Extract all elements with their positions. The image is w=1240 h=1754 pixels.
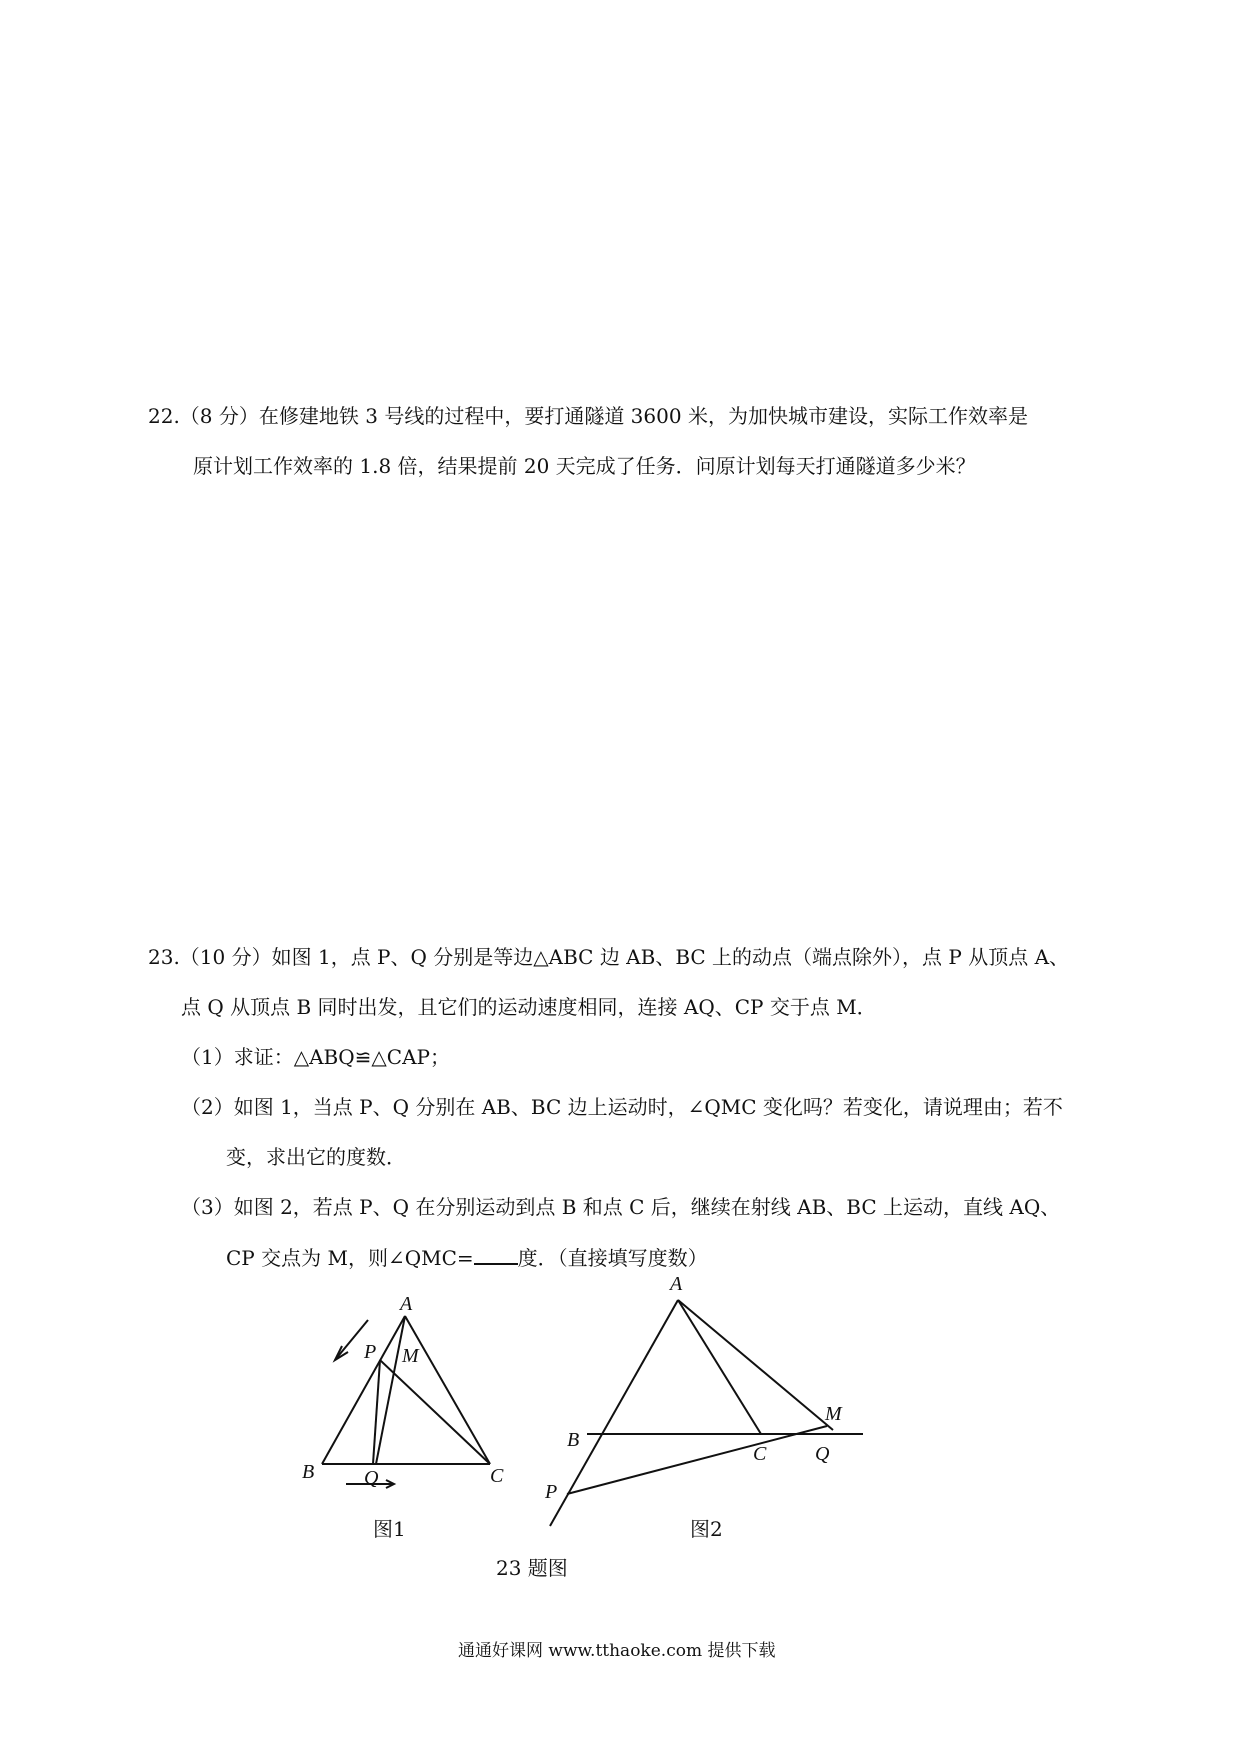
fig2-line-cp: [567, 1426, 827, 1494]
fig1-label-p: P: [364, 1341, 377, 1363]
fig1-side-ac: [405, 1316, 490, 1464]
q23-line2: 点 Q 从顶点 B 同时出发，且它们的运动速度相同，连接 AQ、CP 交于点 M．: [181, 995, 877, 1019]
fig2-label-c: C: [753, 1443, 767, 1465]
q23-line1: 23.（10 分）如图 1，点 P、Q 分别是等边△ABC 边 AB、BC 上的动点（端点除外），点 P 从顶点 A、: [148, 945, 1070, 969]
page-footer: 通通好课网 www.tthaoke.com 提供下载: [458, 1641, 776, 1661]
figure-2: [535, 1270, 865, 1540]
fig2-side-ac: [678, 1300, 761, 1434]
fig1-label-m: M: [402, 1345, 419, 1367]
q23-part3-line1: （3）如图 2，若点 P、Q 在分别运动到点 B 和点 C 后，继续在射线 AB、BC 上运动，直线 AQ、: [181, 1195, 1061, 1219]
fig1-segment-aq: [376, 1316, 405, 1464]
q23-part3-line2: [226, 1243, 708, 1272]
fig2-label-p: P: [545, 1481, 558, 1503]
fig1-label-c: C: [490, 1465, 504, 1487]
fig2-ray-ab: [550, 1300, 678, 1526]
fig1-label-b: B: [302, 1461, 315, 1483]
figures-caption: 23 题图: [496, 1556, 568, 1580]
fig1-segment-cp: [380, 1360, 490, 1464]
q22-line2: 原计划工作效率的 1.8 倍，结果提前 20 天完成了任务．问原计划每天打通隧道多少米？: [193, 454, 976, 478]
fig2-label-m: M: [825, 1403, 842, 1425]
q23-part2-line2: 变，求出它的度数．: [226, 1145, 406, 1169]
q23-part1: （1）求证：△ABQ≌△CAP；: [181, 1045, 450, 1069]
fig2-label-a: A: [670, 1273, 683, 1295]
fig1-label-a: A: [400, 1293, 413, 1315]
fig2-label-b: B: [567, 1429, 580, 1451]
q23-part2-line1: （2）如图 1，当点 P、Q 分别在 AB、BC 边上运动时，∠QMC 变化吗？若变化，请说理由；若不: [181, 1095, 1063, 1119]
answer-blank: [474, 1243, 518, 1265]
q23-part3-text-before: CP 交点为 M，则∠QMC=: [226, 1246, 474, 1270]
figure-1: [290, 1290, 530, 1520]
fig1-side-ab: [322, 1316, 405, 1464]
fig1-caption: 图1: [373, 1517, 406, 1541]
fig2-label-q: Q: [815, 1443, 830, 1465]
q23-part3-text-after: 度．（直接填写度数）: [517, 1246, 708, 1270]
fig1-label-q: Q: [364, 1467, 379, 1489]
fig2-caption: 图2: [690, 1517, 723, 1541]
q22-line1: 22.（8 分）在修建地铁 3 号线的过程中，要打通隧道 3600 米，为加快城市建设，实际工作效率是: [148, 404, 1028, 428]
fig2-line-aq: [678, 1300, 833, 1430]
